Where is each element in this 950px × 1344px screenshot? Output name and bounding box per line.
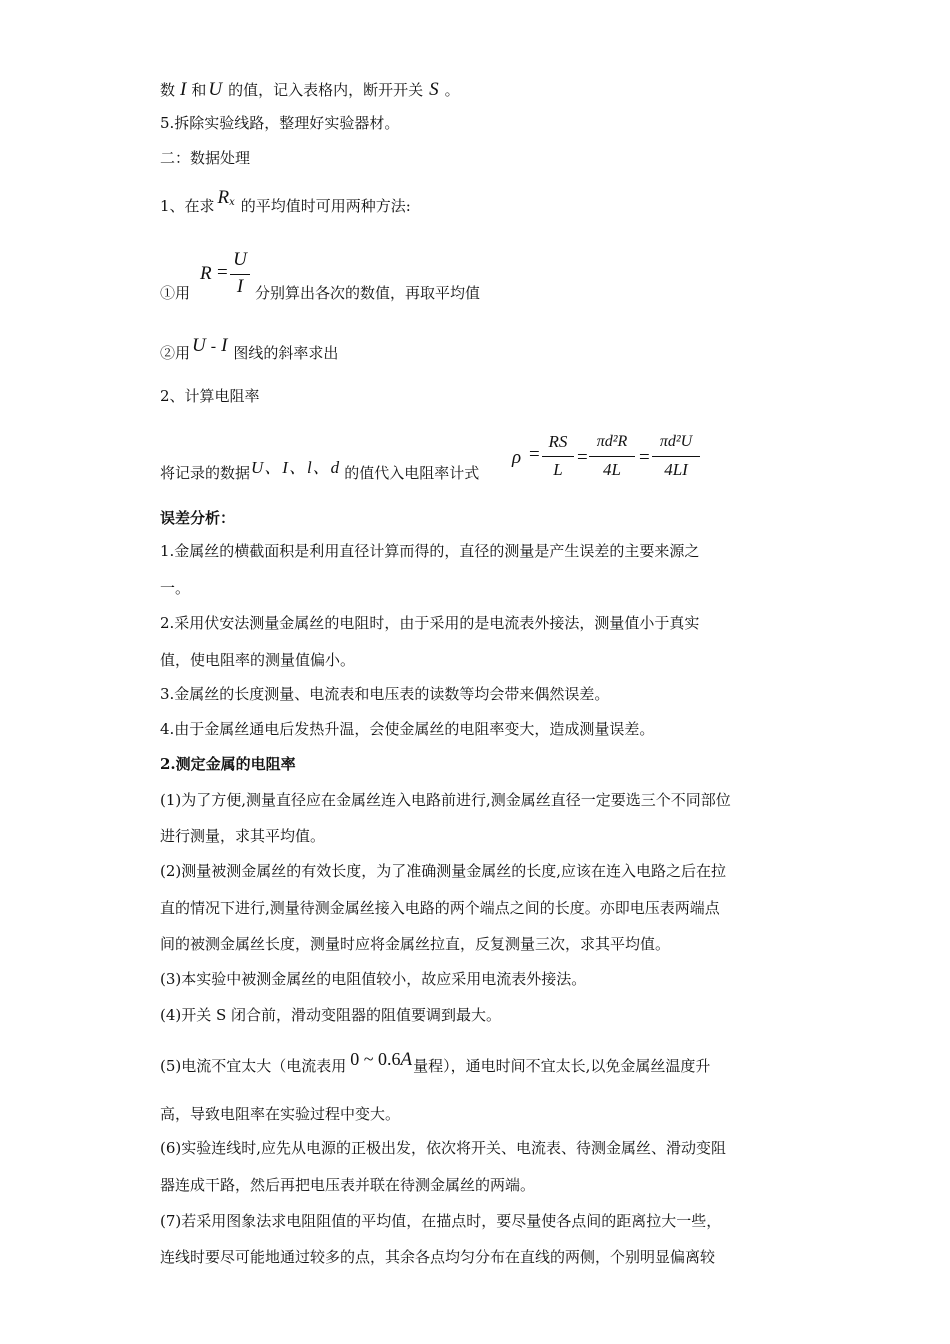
text-line: (3)本实验中被测金属丝的电阻值较小，故应采用电流表外接法。 bbox=[160, 970, 587, 988]
fraction-bar bbox=[589, 456, 635, 457]
math-var: I bbox=[221, 335, 228, 356]
fraction-numerator: RS bbox=[548, 432, 568, 451]
math-operator: - bbox=[210, 338, 217, 355]
text-line: 2.采用伏安法测量金属丝的电阻时，由于采用的是电流表外接法，测量值小于真实 bbox=[160, 614, 700, 632]
fraction-bar bbox=[542, 456, 574, 457]
fraction-denominator: I bbox=[236, 276, 244, 297]
math-operator: = bbox=[529, 444, 540, 465]
text-run: 1、在求 bbox=[160, 197, 215, 215]
text-line: (7)若采用图象法求电阻阻值的平均值，在描点时，要尽量使各点间的距离拉大一些， bbox=[160, 1212, 722, 1230]
math-vars: U、I、l、d bbox=[251, 458, 341, 477]
text-line bbox=[160, 335, 339, 364]
section-heading: 误差分析： bbox=[160, 509, 236, 527]
text-run: 和 bbox=[191, 81, 207, 99]
text-line: 值，使电阻率的测量值偏小。 bbox=[160, 651, 356, 669]
text-line: 器连成干路，然后再把电压表并联在待测金属丝的两端。 bbox=[160, 1176, 536, 1194]
text-line: 间的被测金属丝长度，测量时应将金属丝拉直，反复测量三次，求其平均值。 bbox=[160, 935, 671, 953]
text-line: 3.金属丝的长度测量、电流表和电压表的读数等均会带来偶然误差。 bbox=[160, 685, 610, 703]
text-run: 的平均值时可用两种方法: bbox=[240, 197, 411, 215]
text-run: (5)电流不宜太大（电流表用 bbox=[160, 1057, 347, 1075]
text-line: (1)为了方便,测量直径应在金属丝连入电路前进行,测金属丝直径一定要选三个不同部位 bbox=[160, 791, 731, 809]
math-var: ρ bbox=[512, 447, 522, 468]
math-var: I bbox=[180, 79, 187, 100]
section-heading: 2.测定金属的电阻率 bbox=[160, 755, 296, 773]
text-line: ①用 bbox=[160, 284, 191, 302]
text-line: 直的情况下进行,测量待测金属丝接入电路的两个端点之间的长度。亦即电压表两端点 bbox=[160, 899, 720, 917]
text-run: 量程），通电时间不宜太长,以免金属丝温度升 bbox=[413, 1057, 711, 1075]
text-line bbox=[160, 458, 480, 483]
text-run: 数 bbox=[160, 81, 176, 99]
text-line: (6)实验连线时,应先从电源的正极出发，依次将开关、电流表、待测金属丝、滑动变阻 bbox=[160, 1139, 727, 1157]
text-line: 分别算出各次的数值，再取平均值 bbox=[255, 284, 481, 302]
text-line: 1.金属丝的横截面积是利用直径计算而得的，直径的测量是产生误差的主要来源之 bbox=[160, 542, 700, 560]
text-line: 进行测量，求其平均值。 bbox=[160, 827, 326, 845]
section-heading: 二：数据处理 bbox=[160, 149, 251, 167]
text-line bbox=[160, 187, 411, 219]
text-run: 。 bbox=[444, 81, 460, 99]
fraction-denominator: L bbox=[553, 460, 563, 479]
math-operator: = bbox=[577, 447, 588, 468]
text-run: ②用 bbox=[160, 344, 191, 362]
math-var: U bbox=[208, 79, 223, 100]
fraction-rs-over-l bbox=[540, 432, 576, 482]
math-operator: = bbox=[639, 447, 650, 468]
text-run: 的值，记入表格内，断开开关 bbox=[228, 81, 424, 99]
text-line: (2)测量被测金属丝的有效长度，为了准确测量金属丝的长度,应该在连入电路之后在拉 bbox=[160, 862, 727, 880]
text-line: 4.由于金属丝通电后发热升温，会使金属丝的电阻率变大，造成测量误差。 bbox=[160, 720, 655, 738]
text-line: 高，导致电阻率在实验过程中变大。 bbox=[160, 1105, 401, 1123]
fraction-numerator: U bbox=[233, 249, 247, 270]
fraction-numerator: πd²R bbox=[596, 433, 628, 450]
text-line: 一。 bbox=[160, 579, 191, 597]
math-var: S bbox=[429, 79, 439, 100]
fraction-u-over-i bbox=[228, 250, 252, 300]
fraction-denominator: 4LI bbox=[664, 460, 688, 479]
fraction-numerator: πd²U bbox=[659, 433, 693, 450]
text-run: 的值代入电阻率计式 bbox=[344, 464, 480, 482]
math-subscript: x bbox=[229, 197, 235, 208]
math-var: R bbox=[217, 187, 230, 208]
math-var: U bbox=[192, 335, 206, 356]
text-run: 图线的斜率求出 bbox=[233, 344, 339, 362]
text-line: 2、计算电阻率 bbox=[160, 387, 260, 405]
fraction-bar bbox=[652, 456, 700, 457]
fraction-denominator: 4L bbox=[603, 460, 621, 479]
text-run: 将记录的数据 bbox=[160, 464, 251, 482]
fraction-pi-d2r-over-4l bbox=[587, 432, 637, 482]
math-range: 0 ~ 0.6 bbox=[350, 1049, 401, 1069]
fraction-pi-d2u-over-4li bbox=[650, 432, 702, 482]
math-unit: A bbox=[400, 1049, 413, 1070]
text-line: 5.拆除实验线路，整理好实验器材。 bbox=[160, 114, 400, 132]
text-line bbox=[160, 80, 460, 100]
text-line: 连线时要尽可能地通过较多的点，其余各点均匀分布在直线的两侧，个别明显偏离较 bbox=[160, 1248, 716, 1266]
fraction-bar bbox=[230, 274, 250, 275]
math-operator: = bbox=[217, 262, 228, 283]
text-line: (4)开关 S 闭合前，滑动变阻器的阻值要调到最大。 bbox=[160, 1006, 502, 1024]
math-var: R bbox=[200, 263, 212, 284]
text-line bbox=[160, 1049, 711, 1076]
